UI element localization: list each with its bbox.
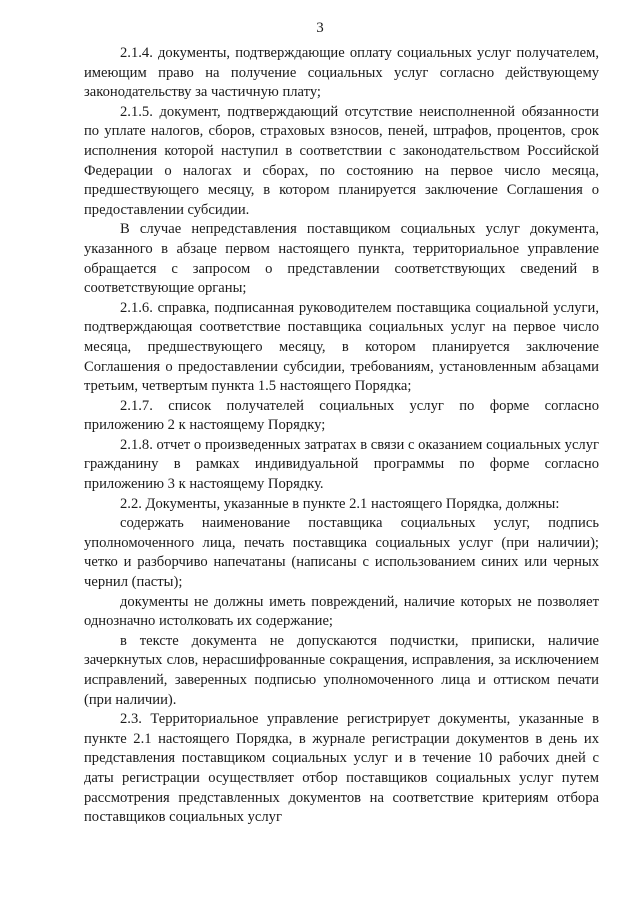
document-body — [84, 44, 599, 828]
paragraph-2-1-6: 2.1.6. справка, подписанная руководителем поставщика социальной услуги, подтверждающая соответствие поставщика социальных услуг на первое число месяца, предшествующего месяцу, в котором планируется заключение Соглашения о предоставлении субсидии, требованиям, установленным абзацами третьим, четвертым пункта 1.5 настоящего Порядка; — [84, 299, 599, 395]
paragraph-2-1-4: 2.1.4. документы, подтверждающие оплату социальных услуг получателем, имеющим право на получение социальных услуг согласно действующему законодательству за частичную плату; — [84, 45, 599, 101]
paragraph-2-1-7: 2.1.7. список получателей социальных услуг по форме согласно приложению 2 к настоящему Порядку; — [84, 397, 599, 434]
page-number: 3 — [316, 20, 324, 36]
paragraph-requirements-damage: документы не должны иметь повреждений, наличие которых не позволяет однозначно истолковать их содержание; — [84, 593, 599, 630]
paragraph-2-3: 2.3. Территориальное управление регистрирует документы, указанные в пункте 2.1 настоящего Порядка, в журнале регистрации документов в день их представления поставщиком социальных услуг и в течение 10 рабочих дней с даты регистрации осуществляет отбор поставщиков социальных услуг путем рассмотрения представленных документов на соответствие критериям отбора поставщиков социальных услуг — [84, 711, 599, 826]
paragraph-2-1-8: 2.1.8. отчет о произведенных затратах в связи с оказанием социальных услуг гражданину в рамках индивидуальной программы по форме согласно приложению 3 к настоящему Порядку. — [84, 436, 599, 493]
paragraph-2-2: 2.2. Документы, указанные в пункте 2.1 настоящего Порядка, должны: — [120, 495, 560, 512]
paragraph-non-submission: В случае непредставления поставщиком социальных услуг документа, указанного в абзаце первом настоящего пункта, территориальное управление обращается с запросом о представлении соответствующих сведений в соответствующие органы; — [84, 221, 599, 297]
paragraph-requirements-corrections: в тексте документа не допускаются подчистки, приписки, наличие зачеркнутых слов, нерасшифрованные сокращения, исправления, за исключением исправлений, заверенных подписью уполномоченного лица и оттиском печати (при наличии). — [84, 632, 599, 708]
paragraph-requirements-content: содержать наименование поставщика социальных услуг, подпись уполномоченного лица, печать поставщика социальных услуг (при наличии); четко и разборчиво напечатаны (написаны с использованием синих или черных чернил (пасты); — [84, 515, 599, 591]
paragraph-2-1-5: 2.1.5. документ, подтверждающий отсутствие неисполненной обязанности по уплате налогов, сборов, страховых взносов, пеней, штрафов, процентов, срок исполнения которой наступил в соответствии с законодательством Российской Федерации о налогах и сборах, по состоянию на первое число месяца, предшествующего месяцу, в котором планируется заключение Соглашения о предоставлении субсидии. — [84, 103, 599, 218]
